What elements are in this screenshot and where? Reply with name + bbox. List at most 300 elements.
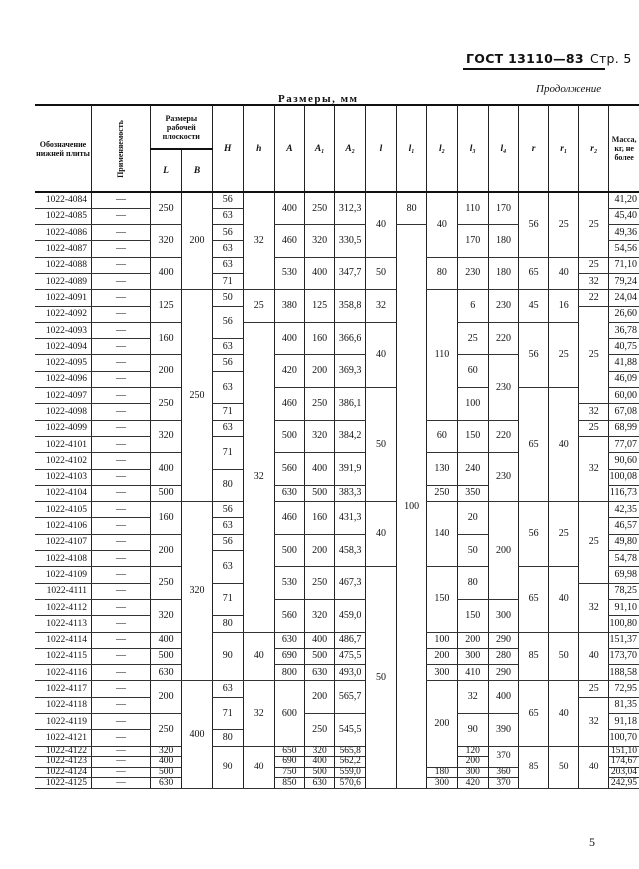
cell-a1: 250 — [305, 388, 335, 421]
cell-l3: 100 — [457, 388, 488, 421]
designation-cell: 1022-4096 — [35, 371, 92, 387]
cell-l2: 150 — [427, 567, 457, 632]
cell-a: 460 — [274, 388, 304, 421]
header-L: L — [150, 149, 181, 192]
cell-h: 71 — [212, 697, 243, 730]
applicability-cell: — — [92, 485, 151, 501]
cell-r1: 50 — [549, 632, 579, 681]
designation-cell: 1022-4088 — [35, 257, 92, 273]
mass-cell: 151,37 — [609, 632, 639, 648]
cell-h: 56 — [212, 355, 243, 371]
cell-h: 56 — [212, 225, 243, 241]
cell-l2: 40 — [427, 192, 457, 257]
designation-cell: 1022-4098 — [35, 404, 92, 420]
cell-a2: 545,5 — [335, 714, 366, 747]
cell-a1: 200 — [305, 534, 335, 567]
cell-l1: 80 — [396, 192, 426, 225]
cell-r1: 25 — [549, 322, 579, 387]
cell-l2: 300 — [427, 778, 457, 789]
designation-cell: 1022-4094 — [35, 339, 92, 355]
cell-l3: 410 — [457, 665, 488, 681]
cell-a2: 391,9 — [335, 453, 366, 486]
designation-cell: 1022-4087 — [35, 241, 92, 257]
designation-cell: 1022-4107 — [35, 534, 92, 550]
cell-a1: 500 — [305, 648, 335, 664]
cell-h: 56 — [212, 534, 243, 550]
applicability-cell: — — [92, 502, 151, 518]
mass-cell: 116,73 — [609, 485, 639, 501]
mass-cell: 71,10 — [609, 257, 639, 273]
table-row — [35, 388, 639, 404]
cell-l2: 200 — [427, 681, 457, 767]
mass-cell: 100,80 — [609, 616, 639, 632]
cell-l: 125 — [150, 290, 181, 323]
cell-l4: 290 — [488, 665, 518, 681]
cell-l: 200 — [150, 681, 181, 714]
cell-l2: 60 — [427, 420, 457, 453]
header-A1: A₁ — [305, 105, 335, 192]
cell-l: 400 — [150, 453, 181, 486]
cell-l: 250 — [150, 714, 181, 747]
applicability-cell: — — [92, 306, 151, 322]
cell-l: 160 — [150, 502, 181, 535]
applicability-cell: — — [92, 714, 151, 730]
mass-cell: 54,56 — [609, 241, 639, 257]
applicability-cell: — — [92, 567, 151, 583]
cell-a1: 250 — [305, 567, 335, 600]
mass-cell: 24,04 — [609, 290, 639, 306]
cell-l4: 220 — [488, 322, 518, 355]
cell-l: 40 — [365, 322, 396, 387]
cell-a1: 200 — [305, 355, 335, 388]
cell-h: 32 — [243, 192, 274, 290]
applicability-cell: — — [92, 208, 151, 224]
applicability-cell: — — [92, 420, 151, 436]
applicability-cell: — — [92, 322, 151, 338]
mass-cell: 67,08 — [609, 404, 639, 420]
cell-h: 56 — [212, 306, 243, 339]
designation-cell: 1022-4121 — [35, 730, 92, 746]
cell-r: 65 — [519, 257, 549, 290]
applicability-cell: — — [92, 778, 151, 789]
cell-a: 630 — [274, 485, 304, 501]
cell-a: 800 — [274, 665, 304, 681]
cell-a2: 312,3 — [335, 192, 366, 225]
cell-l3: 150 — [457, 599, 488, 632]
continuation-label: Продолжение — [536, 83, 602, 95]
applicability-cell: — — [92, 518, 151, 534]
cell-r2: 25 — [579, 306, 609, 404]
cell-r1: 40 — [549, 681, 579, 746]
cell-l3: 230 — [457, 257, 488, 290]
cell-l: 320 — [150, 599, 181, 632]
cell-a: 560 — [274, 453, 304, 486]
designation-cell: 1022-4112 — [35, 599, 92, 615]
cell-l4: 230 — [488, 290, 518, 323]
cell-r: 65 — [519, 567, 549, 632]
designation-cell: 1022-4124 — [35, 767, 92, 778]
cell-r2: 32 — [579, 273, 609, 289]
cell-r2: 25 — [579, 420, 609, 436]
cell-a1: 160 — [305, 502, 335, 535]
cell-a: 560 — [274, 599, 304, 632]
mass-cell: 188,58 — [609, 665, 639, 681]
cell-a1: 320 — [305, 225, 335, 258]
cell-h: 25 — [243, 290, 274, 323]
applicability-cell: — — [92, 730, 151, 746]
cell-l3: 6 — [457, 290, 488, 323]
cell-h: 71 — [212, 583, 243, 616]
mass-cell: 91,10 — [609, 599, 639, 615]
cell-l4: 280 — [488, 648, 518, 664]
cell-l3: 350 — [457, 485, 488, 501]
cell-l2: 130 — [427, 453, 457, 486]
cell-r: 45 — [519, 290, 549, 323]
applicability-cell: — — [92, 371, 151, 387]
cell-h: 63 — [212, 208, 243, 224]
cell-a: 420 — [274, 355, 304, 388]
cell-l1: 100 — [396, 225, 426, 789]
cell-a: 850 — [274, 778, 304, 789]
cell-a: 690 — [274, 757, 304, 768]
page-number: 5 — [589, 835, 595, 849]
cell-a1: 400 — [305, 757, 335, 768]
cell-a2: 347,7 — [335, 257, 366, 290]
cell-l: 320 — [150, 746, 181, 757]
designation-cell: 1022-4118 — [35, 697, 92, 713]
cell-h: 63 — [212, 681, 243, 697]
header-B: B — [182, 149, 212, 192]
cell-r2: 22 — [579, 290, 609, 306]
cell-a1: 200 — [305, 681, 335, 714]
cell-r2: 25 — [579, 192, 609, 257]
table-row — [35, 257, 639, 273]
cell-a1: 400 — [305, 257, 335, 290]
cell-h: 63 — [212, 241, 243, 257]
cell-l3: 25 — [457, 322, 488, 355]
cell-l2: 300 — [427, 665, 457, 681]
cell-l4: 290 — [488, 632, 518, 648]
header-l3: l₃ — [457, 105, 488, 192]
cell-l4: 360 — [488, 767, 518, 778]
header-A: A — [274, 105, 304, 192]
designation-cell: 1022-4125 — [35, 778, 92, 789]
cell-a: 690 — [274, 648, 304, 664]
applicability-cell: — — [92, 339, 151, 355]
mass-cell: 91,18 — [609, 714, 639, 730]
cell-l4: 370 — [488, 778, 518, 789]
cell-r2: 25 — [579, 502, 609, 583]
cell-l: 400 — [150, 757, 181, 768]
cell-l2: 180 — [427, 767, 457, 778]
cell-a: 500 — [274, 534, 304, 567]
header-l2: l₂ — [427, 105, 457, 192]
designation-cell: 1022-4117 — [35, 681, 92, 697]
applicability-cell: — — [92, 290, 151, 306]
cell-r2: 32 — [579, 697, 609, 746]
cell-a1: 400 — [305, 632, 335, 648]
cell-a: 750 — [274, 767, 304, 778]
cell-r1: 25 — [549, 192, 579, 257]
designation-cell: 1022-4086 — [35, 225, 92, 241]
header-designation: Обозначение нижней плиты — [35, 105, 92, 192]
cell-l3: 200 — [457, 757, 488, 768]
applicability-cell: — — [92, 632, 151, 648]
cell-l4: 180 — [488, 257, 518, 290]
mass-cell: 242,95 — [609, 778, 639, 789]
cell-a: 530 — [274, 257, 304, 290]
cell-r1: 40 — [549, 388, 579, 502]
cell-l: 250 — [150, 567, 181, 600]
cell-a2: 493,0 — [335, 665, 366, 681]
cell-l2: 110 — [427, 290, 457, 420]
applicability-cell: — — [92, 192, 151, 208]
cell-h: 56 — [212, 192, 243, 208]
cell-h: 80 — [212, 730, 243, 746]
table-caption: Размеры, мм — [278, 93, 359, 105]
cell-a: 400 — [274, 322, 304, 355]
mass-cell: 46,57 — [609, 518, 639, 534]
cell-a1: 250 — [305, 192, 335, 225]
cell-l2: 140 — [427, 502, 457, 567]
header-A2: A₂ — [335, 105, 366, 192]
applicability-cell: — — [92, 551, 151, 567]
mass-cell: 26,60 — [609, 306, 639, 322]
applicability-cell: — — [92, 404, 151, 420]
cell-l2: 100 — [427, 632, 457, 648]
document-header — [466, 51, 632, 66]
applicability-cell: — — [92, 453, 151, 469]
cell-r: 56 — [519, 192, 549, 257]
cell-r1: 16 — [549, 290, 579, 323]
header-l: l — [365, 105, 396, 192]
cell-l4: 180 — [488, 225, 518, 258]
cell-a2: 358,8 — [335, 290, 366, 323]
cell-h: 56 — [212, 502, 243, 518]
cell-l3: 150 — [457, 420, 488, 453]
applicability-cell: — — [92, 583, 151, 599]
designation-cell: 1022-4102 — [35, 453, 92, 469]
cell-a1: 125 — [305, 290, 335, 323]
designation-cell: 1022-4085 — [35, 208, 92, 224]
designation-cell: 1022-4099 — [35, 420, 92, 436]
mass-cell: 79,24 — [609, 273, 639, 289]
cell-a: 460 — [274, 225, 304, 258]
header-H: H — [212, 105, 243, 192]
mass-cell: 54,78 — [609, 551, 639, 567]
applicability-cell: — — [92, 681, 151, 697]
cell-a2: 565,8 — [335, 746, 366, 757]
applicability-cell: — — [92, 767, 151, 778]
mass-cell: 173,70 — [609, 648, 639, 664]
cell-r2: 40 — [579, 632, 609, 681]
cell-h: 40 — [243, 746, 274, 788]
cell-h: 63 — [212, 551, 243, 584]
cell-r: 85 — [519, 632, 549, 681]
cell-l2: 250 — [427, 485, 457, 501]
designation-cell: 1022-4115 — [35, 648, 92, 664]
cell-a: 530 — [274, 567, 304, 600]
designation-cell: 1022-4084 — [35, 192, 92, 208]
designation-cell: 1022-4101 — [35, 436, 92, 452]
cell-r2: 25 — [579, 257, 609, 273]
designation-cell: 1022-4097 — [35, 388, 92, 404]
mass-cell: 49,80 — [609, 534, 639, 550]
cell-a1: 500 — [305, 767, 335, 778]
applicability-cell: — — [92, 534, 151, 550]
cell-r2: 40 — [579, 746, 609, 788]
cell-l3: 32 — [457, 681, 488, 714]
designation-cell: 1022-4119 — [35, 714, 92, 730]
designation-cell: 1022-4123 — [35, 757, 92, 768]
header-work-surface: Размеры рабочей плоскости — [150, 105, 212, 149]
cell-a: 630 — [274, 632, 304, 648]
cell-r: 56 — [519, 502, 549, 567]
cell-h: 40 — [243, 632, 274, 681]
table-row — [35, 681, 639, 697]
cell-h: 90 — [212, 746, 243, 788]
cell-a2: 431,3 — [335, 502, 366, 535]
mass-cell: 90,60 — [609, 453, 639, 469]
header-rule — [463, 68, 605, 70]
applicability-cell: — — [92, 648, 151, 664]
cell-a1: 250 — [305, 714, 335, 747]
cell-a1: 320 — [305, 420, 335, 453]
designation-cell: 1022-4114 — [35, 632, 92, 648]
cell-h: 80 — [212, 616, 243, 632]
applicability-cell: — — [92, 757, 151, 768]
cell-r1: 40 — [549, 567, 579, 632]
applicability-cell: — — [92, 697, 151, 713]
cell-r1: 50 — [549, 746, 579, 788]
cell-l3: 60 — [457, 355, 488, 388]
cell-a1: 320 — [305, 746, 335, 757]
header-applicability — [92, 105, 151, 192]
mass-cell: 174,67 — [609, 757, 639, 768]
cell-h: 71 — [212, 436, 243, 469]
cell-h: 63 — [212, 371, 243, 404]
designation-cell: 1022-4109 — [35, 567, 92, 583]
cell-l: 200 — [150, 534, 181, 567]
cell-l: 32 — [365, 290, 396, 323]
mass-cell: 81,35 — [609, 697, 639, 713]
mass-cell: 68,99 — [609, 420, 639, 436]
cell-a2: 467,3 — [335, 567, 366, 600]
cell-l3: 200 — [457, 632, 488, 648]
cell-l: 320 — [150, 420, 181, 453]
table-row — [35, 632, 639, 648]
cell-l: 200 — [150, 355, 181, 388]
cell-a2: 459,0 — [335, 599, 366, 632]
mass-cell: 45,40 — [609, 208, 639, 224]
mass-cell: 151,10 — [609, 746, 639, 757]
designation-cell: 1022-4103 — [35, 469, 92, 485]
header-l4: l₄ — [488, 105, 518, 192]
cell-a2: 383,3 — [335, 485, 366, 501]
header-mass: Масса, кг, не более — [609, 105, 639, 192]
cell-l3: 420 — [457, 778, 488, 789]
cell-h: 63 — [212, 518, 243, 534]
table-body — [35, 192, 639, 788]
designation-cell: 1022-4092 — [35, 306, 92, 322]
cell-l4: 230 — [488, 453, 518, 502]
cell-a2: 386,1 — [335, 388, 366, 421]
cell-a: 460 — [274, 502, 304, 535]
designation-cell: 1022-4105 — [35, 502, 92, 518]
cell-b: 200 — [182, 192, 212, 290]
cell-r1: 25 — [549, 502, 579, 567]
cell-b: 400 — [182, 681, 212, 789]
cell-b: 320 — [182, 502, 212, 681]
designation-cell: 1022-4089 — [35, 273, 92, 289]
mass-cell: 100,08 — [609, 469, 639, 485]
cell-r: 65 — [519, 681, 549, 746]
cell-l3: 20 — [457, 502, 488, 535]
cell-a1: 160 — [305, 322, 335, 355]
mass-cell: 49,36 — [609, 225, 639, 241]
cell-a2: 366,6 — [335, 322, 366, 355]
cell-a1: 630 — [305, 665, 335, 681]
applicability-cell: — — [92, 225, 151, 241]
cell-l: 50 — [365, 388, 396, 502]
cell-a2: 330,5 — [335, 225, 366, 258]
applicability-cell: — — [92, 241, 151, 257]
header-r1: r₁ — [549, 105, 579, 192]
designation-cell: 1022-4108 — [35, 551, 92, 567]
cell-r: 85 — [519, 746, 549, 788]
cell-r2: 32 — [579, 583, 609, 632]
cell-r: 56 — [519, 322, 549, 387]
header-l1: l₁ — [396, 105, 426, 192]
cell-l3: 50 — [457, 534, 488, 567]
mass-cell: 60,00 — [609, 388, 639, 404]
cell-l: 400 — [150, 257, 181, 290]
cell-l3: 170 — [457, 225, 488, 258]
cell-l: 40 — [365, 502, 396, 567]
cell-a2: 565,7 — [335, 681, 366, 714]
mass-cell: 72,95 — [609, 681, 639, 697]
designation-cell: 1022-4095 — [35, 355, 92, 371]
cell-a: 600 — [274, 681, 304, 746]
header-applicability-label: Применяемость — [115, 119, 125, 178]
applicability-cell: — — [92, 436, 151, 452]
cell-l4: 220 — [488, 420, 518, 453]
mass-cell: 46,09 — [609, 371, 639, 387]
mass-cell: 77,07 — [609, 436, 639, 452]
cell-l4: 230 — [488, 355, 518, 420]
cell-l: 630 — [150, 778, 181, 789]
mass-cell: 203,04 — [609, 767, 639, 778]
designation-cell: 1022-4111 — [35, 583, 92, 599]
cell-b: 250 — [182, 290, 212, 502]
cell-r2: 32 — [579, 404, 609, 420]
applicability-cell: — — [92, 257, 151, 273]
cell-a: 500 — [274, 420, 304, 453]
cell-l: 250 — [150, 388, 181, 421]
cell-l: 500 — [150, 648, 181, 664]
designation-cell: 1022-4091 — [35, 290, 92, 306]
cell-l3: 300 — [457, 767, 488, 778]
cell-l: 250 — [150, 192, 181, 225]
cell-h: 63 — [212, 420, 243, 436]
mass-cell: 41,88 — [609, 355, 639, 371]
cell-l4: 390 — [488, 714, 518, 747]
cell-l3: 80 — [457, 567, 488, 600]
cell-a1: 320 — [305, 599, 335, 632]
cell-l4: 170 — [488, 192, 518, 225]
applicability-cell: — — [92, 273, 151, 289]
table-row — [35, 502, 639, 518]
